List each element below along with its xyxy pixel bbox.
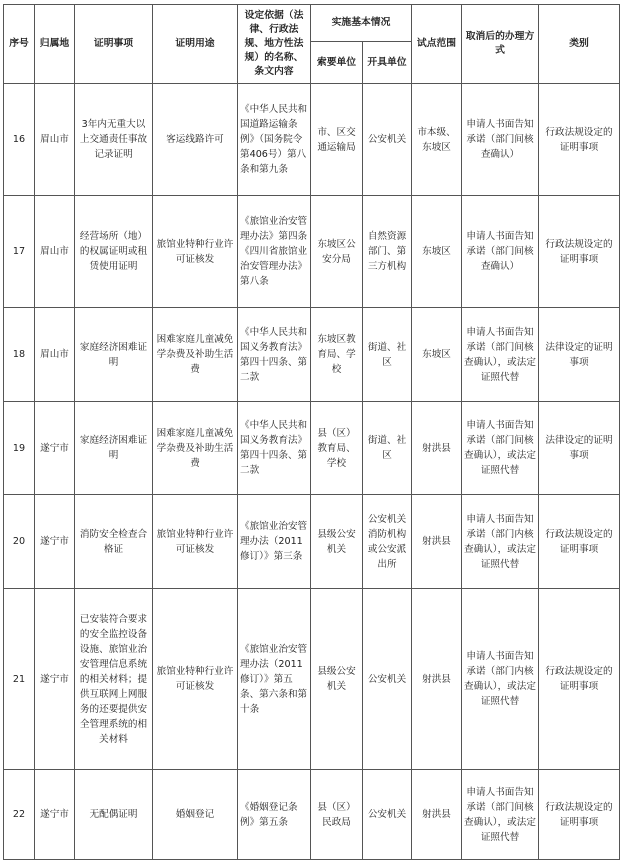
table-row [4,495,620,589]
row-no: 16 [4,84,35,196]
row-no: 22 [4,770,35,860]
row-pilot: 东坡区 [412,196,462,308]
row-issue-unit: 街道、社区 [363,402,412,495]
row-region: 眉山市 [35,308,75,402]
row-method: 申请人书面告知承诺（部门间核查确认） [462,196,539,308]
header-request-unit: 索要单位 [311,42,363,84]
row-method: 申请人书面告知承诺（部门内核查确认），或法定证照代替 [462,495,539,589]
table-row [4,402,620,495]
row-item: 已安装符合要求的安全监控设备设施、旅馆业治安管理信息系统的相关材料；提供互联网上网服务的还要提供安全管理系统的相关材料 [75,589,153,770]
row-request-unit: 市、区交通运输局 [311,84,363,196]
row-item: 家庭经济困难证明 [75,402,153,495]
header-no: 序号 [4,5,35,84]
table-row [4,84,620,196]
row-method: 申请人书面告知承诺（部门间核查确认），或法定证照代替 [462,770,539,860]
row-usage: 婚姻登记 [153,770,238,860]
row-category: 行政法规设定的证明事项 [539,589,620,770]
table-row [4,196,620,308]
header-method: 取消后的办理方式 [462,5,539,84]
row-issue-unit: 公安机关消防机构或公安派出所 [363,495,412,589]
row-category: 行政法规设定的证明事项 [539,196,620,308]
row-issue-unit: 公安机关 [363,589,412,770]
table-row [4,589,620,770]
row-category: 行政法规设定的证明事项 [539,495,620,589]
table-row [4,308,620,402]
row-region: 眉山市 [35,196,75,308]
row-issue-unit: 公安机关 [363,84,412,196]
header-pilot: 试点范围 [412,5,462,84]
header-issue-unit: 开具单位 [363,42,412,84]
row-basis: 《旅馆业治安管理办法（2011修订）》第五条、第六条和第十条 [238,589,311,770]
row-basis: 《婚姻登记条例》第五条 [238,770,311,860]
row-basis: 《旅馆业治安管理办法（2011修订）》第三条 [238,495,311,589]
row-no: 18 [4,308,35,402]
row-basis: 《中华人民共和国道路运输条例》（国务院令第406号）第八条和第九条 [238,84,311,196]
row-usage: 旅馆业特种行业许可证核发 [153,589,238,770]
row-pilot: 射洪县 [412,495,462,589]
row-category: 行政法规设定的证明事项 [539,84,620,196]
row-item: 无配偶证明 [75,770,153,860]
table-row [4,770,620,860]
row-region: 遂宁市 [35,402,75,495]
row-usage: 困难家庭儿童减免学杂费及补助生活费 [153,402,238,495]
row-basis: 《中华人民共和国义务教育法》第四十四条、第二款 [238,402,311,495]
header-basis: 设定依据（法律、行政法规、地方性法规）的名称、条文内容 [238,5,311,84]
row-pilot: 东坡区 [412,308,462,402]
row-usage: 客运线路许可 [153,84,238,196]
row-pilot: 市本级、东坡区 [412,84,462,196]
row-category: 行政法规设定的证明事项 [539,770,620,860]
row-request-unit: 东坡区公安分局 [311,196,363,308]
header-category: 类别 [539,5,620,84]
row-region: 遂宁市 [35,495,75,589]
row-category: 法律设定的证明事项 [539,308,620,402]
row-pilot: 射洪县 [412,770,462,860]
row-basis: 《旅馆业治安管理办法》第四条《四川省旅馆业治安管理办法》第八条 [238,196,311,308]
row-method: 申请人书面告知承诺（部门间核查确认），或法定证照代替 [462,402,539,495]
row-item: 消防安全检查合格证 [75,495,153,589]
row-usage: 旅馆业特种行业许可证核发 [153,196,238,308]
row-request-unit: 县级公安机关 [311,495,363,589]
header-item: 证明事项 [75,5,153,84]
row-request-unit: 东坡区教育局、学校 [311,308,363,402]
row-usage: 困难家庭儿童减免学杂费及补助生活费 [153,308,238,402]
row-item: 经营场所（地）的权属证明或租赁使用证明 [75,196,153,308]
row-method: 申请人书面告知承诺（部门间核查确认），或法定证照代替 [462,308,539,402]
certificate-items-table [3,4,620,860]
row-method: 申请人书面告知承诺（部门内核查确认），或法定证照代替 [462,589,539,770]
header-region: 归属地 [35,5,75,84]
row-request-unit: 县（区）民政局 [311,770,363,860]
row-request-unit: 县（区）教育局、学校 [311,402,363,495]
row-item: 家庭经济困难证明 [75,308,153,402]
row-pilot: 射洪县 [412,589,462,770]
row-issue-unit: 公安机关 [363,770,412,860]
row-region: 遂宁市 [35,770,75,860]
row-issue-unit: 街道、社区 [363,308,412,402]
row-item: 3年内无重大以上交通责任事故记录证明 [75,84,153,196]
row-no: 19 [4,402,35,495]
row-region: 遂宁市 [35,589,75,770]
row-method: 申请人书面告知承诺（部门间核查确认） [462,84,539,196]
row-pilot: 射洪县 [412,402,462,495]
row-basis: 《中华人民共和国义务教育法》第四十四条、第二款 [238,308,311,402]
row-usage: 旅馆业特种行业许可证核发 [153,495,238,589]
row-category: 法律设定的证明事项 [539,402,620,495]
row-no: 20 [4,495,35,589]
row-region: 眉山市 [35,84,75,196]
row-no: 21 [4,589,35,770]
row-issue-unit: 自然资源部门、第三方机构 [363,196,412,308]
row-request-unit: 县级公安机关 [311,589,363,770]
header-implementation: 实施基本情况 [311,5,412,42]
header-usage: 证明用途 [153,5,238,84]
row-no: 17 [4,196,35,308]
